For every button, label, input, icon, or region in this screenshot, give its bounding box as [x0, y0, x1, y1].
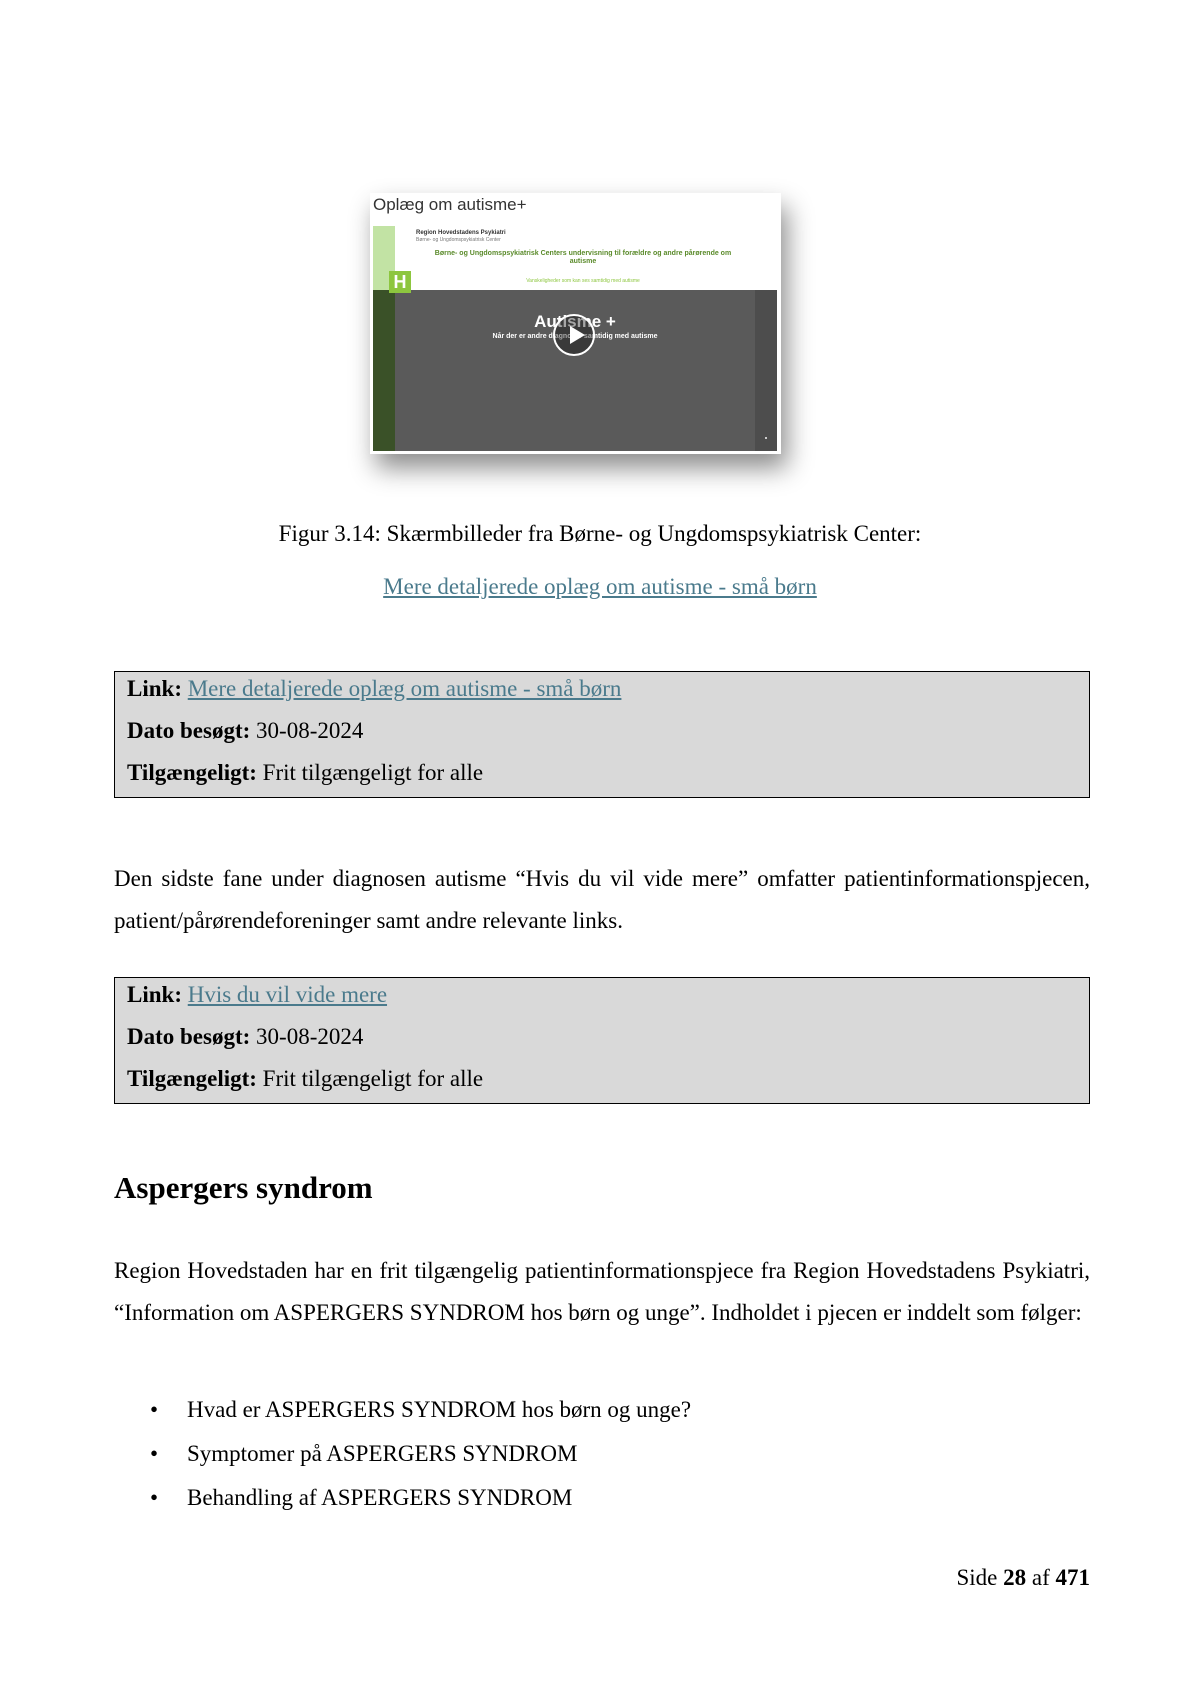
infobox-link[interactable]: Mere detaljerede oplæg om autisme - små børn: [187, 676, 622, 701]
video-side-panel: [755, 290, 777, 451]
list-item-text: Behandling af ASPERGERS SYNDROM: [187, 1485, 573, 1510]
slide-subheading: Vanskeligheder som kan ses samtidig med autisme: [526, 278, 640, 284]
link-row: [127, 982, 387, 1008]
list-item: [150, 1476, 691, 1520]
region-logo-icon: H: [389, 271, 411, 293]
caption-link[interactable]: Mere detaljerede oplæg om autisme - små børn: [383, 574, 817, 599]
access-row: [127, 760, 483, 786]
total-pages: 471: [1055, 1565, 1090, 1590]
bullet-icon: •: [150, 1397, 159, 1422]
list-item-text: Hvad er ASPERGERS SYNDROM hos børn og unge?: [187, 1397, 692, 1422]
video-player[interactable]: [395, 290, 777, 451]
access-value: Frit tilgængeligt for alle: [262, 760, 484, 785]
date-row: [127, 718, 363, 744]
video-indicator: [765, 437, 767, 439]
slide-heading: Børne- og Ungdomspsykiatrisk Centers undervisning til forældre og andre pårørende om autisme: [434, 250, 732, 265]
date-value: 30-08-2024: [256, 1024, 364, 1049]
paragraph: Den sidste fane under diagnosen autisme “Hvis du vil vide mere” omfatter patientinformationspjecen, patient/pårørendeforeninger samt andre relevante links.: [114, 866, 1090, 933]
date-value: 30-08-2024: [256, 718, 364, 743]
paragraph: Region Hovedstaden har en frit tilgængelig patientinformationspjece fra Region Hovedstadens Psykiatri, “Information om ASPERGERS SYNDROM hos børn og unge”. Indholdet i pjecen er inddelt som følger:: [114, 1258, 1090, 1325]
date-row: [127, 1024, 363, 1050]
video-thumbnail[interactable]: [370, 193, 781, 454]
video-slide: [373, 226, 777, 451]
access-value: Frit tilgængeligt for alle: [262, 1066, 484, 1091]
page-number: 28: [1003, 1565, 1027, 1590]
info-box-2: [114, 977, 1090, 1104]
video-title: Oplæg om autisme+: [373, 195, 527, 214]
access-row: [127, 1066, 483, 1092]
slide-org-sub: Børne- og Ungdomspsykiatrisk Center: [416, 237, 501, 243]
link-row: [127, 676, 621, 702]
slide-org: Region Hovedstadens Psykiatri: [416, 230, 506, 236]
infobox-link[interactable]: Hvis du vil vide mere: [187, 982, 388, 1007]
page-footer: [956, 1565, 1090, 1591]
footer-side-label: Side: [956, 1565, 998, 1590]
figure-caption: Figur 3.14: Skærmbilleder fra Børne- og Ungdomspsykiatrisk Center:: [278, 521, 922, 546]
list-item: [150, 1432, 691, 1476]
video-heading: Autisme +: [534, 312, 616, 331]
list-item-text: Symptomer på ASPERGERS SYNDROM: [187, 1441, 578, 1466]
bullet-list: [150, 1388, 691, 1520]
access-label: Tilgængeligt:: [127, 760, 257, 785]
section-heading: Aspergers syndrom: [114, 1170, 373, 1205]
date-label: Dato besøgt:: [127, 718, 251, 743]
access-label: Tilgængeligt:: [127, 1066, 257, 1091]
info-box-1: [114, 671, 1090, 798]
footer-af-label: af: [1031, 1565, 1050, 1590]
video-subheading: Når der er andre diagnoser samtidig med autisme: [492, 333, 658, 340]
date-label: Dato besøgt:: [127, 1024, 251, 1049]
link-label: Link:: [127, 982, 182, 1007]
link-label: Link:: [127, 676, 182, 701]
play-icon[interactable]: [553, 314, 595, 356]
bullet-icon: •: [150, 1485, 159, 1510]
figure-caption-link-wrap: [0, 574, 1200, 600]
list-item: [150, 1388, 691, 1432]
bullet-icon: •: [150, 1441, 159, 1466]
slide-dark-bar: [373, 290, 395, 451]
